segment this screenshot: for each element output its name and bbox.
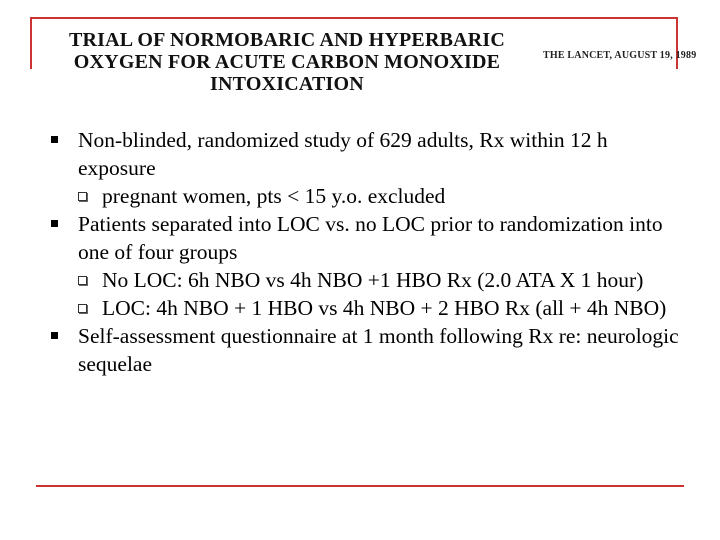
- title-line-2: OXYGEN FOR ACUTE CARBON MONOXIDE: [73, 51, 501, 73]
- title-line-3: INTOXICATION: [210, 73, 364, 95]
- bullet-item: [30, 322, 680, 378]
- article-title-clipping: [44, 29, 530, 95]
- sub-bullet-item: [30, 294, 680, 322]
- square-bullet-icon: [51, 220, 58, 227]
- sub-bullet-text: pregnant women, pts < 15 y.o. excluded: [102, 184, 446, 208]
- bullet-list: [30, 126, 680, 378]
- right-divider: [676, 17, 678, 69]
- sub-bullet-text: No LOC: 6h NBO vs 4h NBO +1 HBO Rx (2.0 ATA X 1 hour): [102, 268, 644, 292]
- top-divider: [30, 17, 678, 19]
- hollow-square-bullet-icon: [78, 276, 87, 285]
- bullet-item: [30, 210, 680, 266]
- sub-bullet-item: [30, 266, 680, 294]
- hollow-square-bullet-icon: [78, 304, 87, 313]
- left-divider: [30, 17, 32, 69]
- bullet-text: Non-blinded, randomized study of 629 adults, Rx within 12 h exposure: [78, 128, 608, 180]
- title-line-1: TRIAL OF NORMOBARIC AND HYPERBARIC: [68, 29, 506, 51]
- bullet-text: Self-assessment questionnaire at 1 month following Rx re: neurologic sequelae: [78, 324, 679, 376]
- bullet-text: Patients separated into LOC vs. no LOC prior to randomization into one of four groups: [78, 212, 663, 264]
- square-bullet-icon: [51, 136, 58, 143]
- hollow-square-bullet-icon: [78, 192, 87, 201]
- sub-bullet-item: [30, 182, 680, 210]
- square-bullet-icon: [51, 332, 58, 339]
- sub-bullet-text: LOC: 4h NBO + 1 HBO vs 4h NBO + 2 HBO Rx (all + 4h NBO): [102, 296, 667, 320]
- journal-citation: THE LANCET, AUGUST 19, 1989: [543, 50, 697, 61]
- bottom-divider: [36, 485, 684, 487]
- bullet-item: [30, 126, 680, 182]
